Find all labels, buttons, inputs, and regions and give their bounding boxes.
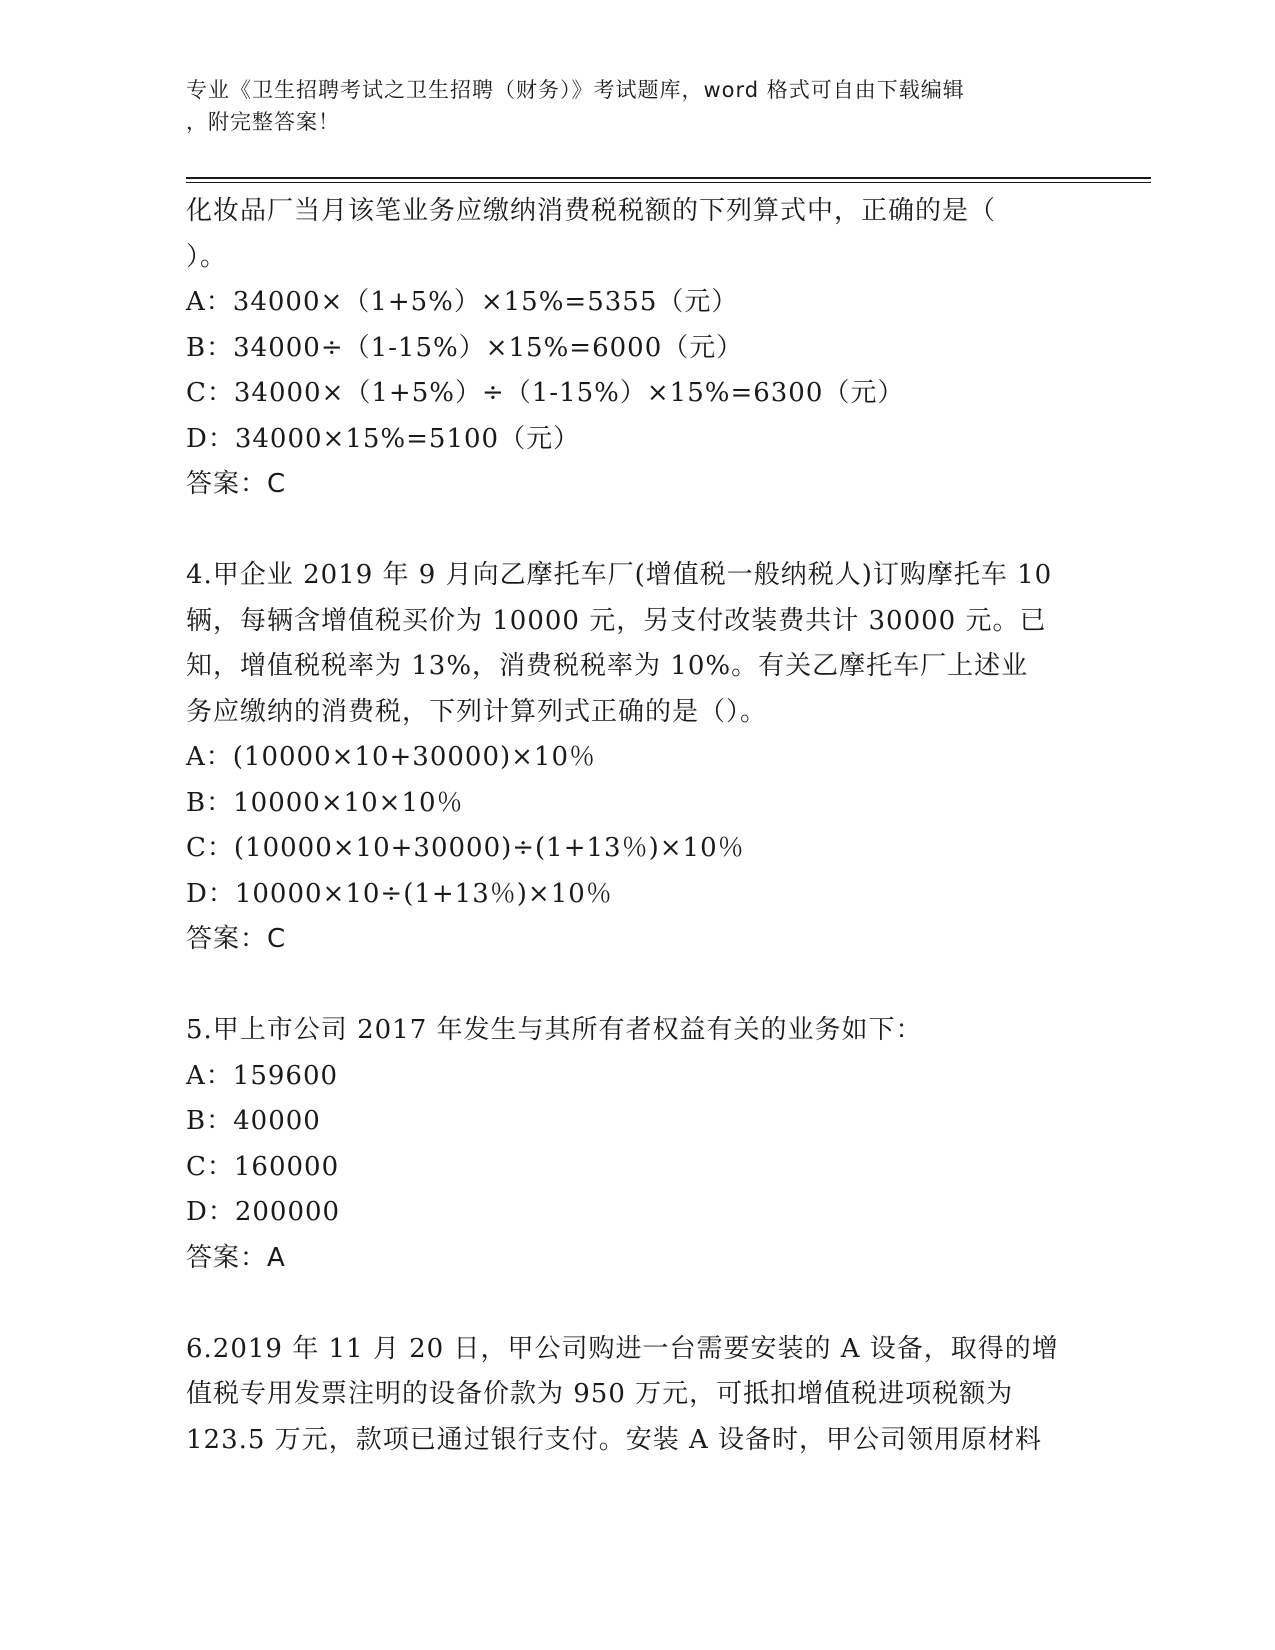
- option-c: C：34000×（1+5%）÷（1-15%）×15%=6300（元）: [186, 378, 905, 408]
- option-b: B：34000÷（1-15%）×15%=6000（元）: [186, 332, 744, 363]
- header-divider-thin: [186, 182, 1151, 183]
- header-divider-thick: [186, 177, 1151, 179]
- option-c: C：160000: [186, 1151, 340, 1182]
- question-text-line: 5.甲上市公司 2017 年发生与其所有者权益有关的业务如下：: [186, 1015, 923, 1045]
- answer: 答案：C: [186, 469, 287, 499]
- question-4: [186, 553, 1076, 963]
- question-text-line: 化妆品厂当月该笔业务应缴纳消费税税额的下列算式中，正确的是（: [186, 196, 997, 226]
- question-3: [186, 189, 1076, 508]
- header-line-2: ，附完整答案！: [186, 110, 340, 134]
- option-b: B：10000×10×10％: [186, 787, 464, 818]
- answer: 答案：C: [186, 924, 287, 954]
- option-d: D：10000×10÷(1+13％)×10％: [186, 878, 613, 909]
- spacer: [186, 963, 1076, 1009]
- question-text-line: 123.5 万元，款项已通过银行支付。安装 A 设备时，甲公司领用原材料: [186, 1424, 1043, 1455]
- option-c: C：(10000×10+30000)÷(1+13％)×10％: [186, 833, 745, 863]
- header-line-1: 专业《卫生招聘考试之卫生招聘（财务）》考试题库，word 格式可自由下载编辑: [186, 78, 965, 102]
- option-a: A：(10000×10+30000)×10％: [186, 742, 597, 772]
- question-text-line: 值税专用发票注明的设备价款为 950 万元，可抵扣增值税进项税额为: [186, 1379, 1014, 1409]
- page-header: [186, 74, 1066, 138]
- option-b: B：40000: [186, 1106, 321, 1136]
- option-a: A：159600: [186, 1060, 339, 1091]
- answer: 答案：A: [186, 1242, 286, 1273]
- question-text-line: 知，增值税税率为 13%，消费税税率为 10%。有关乙摩托车厂上述业: [186, 651, 1029, 681]
- option-d: D：34000×15%=5100（元）: [186, 423, 581, 454]
- spacer: [186, 508, 1076, 554]
- question-text-line: 4.甲企业 2019 年 9 月向乙摩托车厂(增值税一般纳税人)订购摩托车 10: [186, 560, 1053, 590]
- question-content: [186, 189, 1076, 1463]
- question-text-line: 务应缴纳的消费税，下列计算列式正确的是（）。: [186, 696, 768, 727]
- option-a: A：34000×（1+5%）×15%=5355（元）: [186, 287, 739, 317]
- question-text-line: 辆，每辆含增值税买价为 10000 元，另支付改装费共计 30000 元。已: [186, 605, 1047, 636]
- question-text-line: 6.2019 年 11 月 20 日，甲公司购进一台需要安装的 A 设备，取得的增: [186, 1333, 1059, 1364]
- question-5: [186, 1008, 1076, 1281]
- option-d: D：200000: [186, 1197, 341, 1227]
- question-6: [186, 1327, 1076, 1464]
- spacer: [186, 1281, 1076, 1327]
- question-text-line: ）。: [186, 241, 228, 272]
